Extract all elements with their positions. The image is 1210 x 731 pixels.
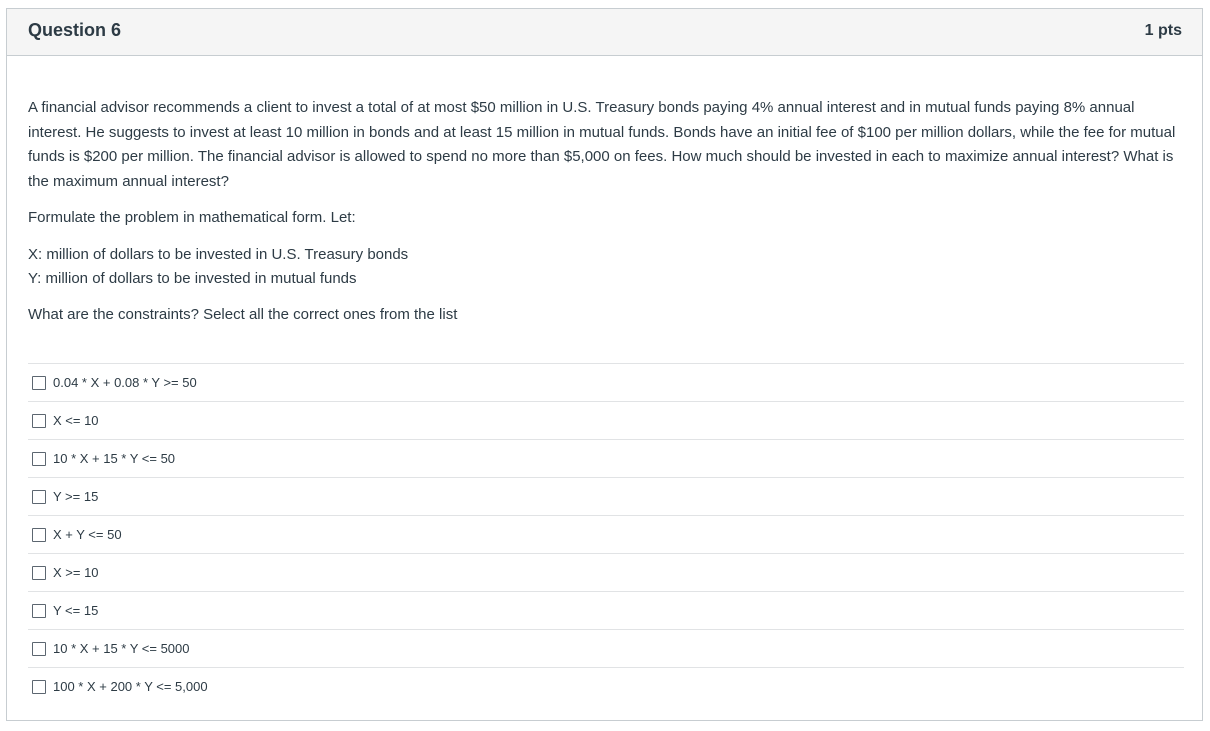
answer-label: X + Y <= 50 [53,527,122,542]
answer-list [28,363,1184,705]
answer-checkbox[interactable] [32,566,46,580]
answer-label: 100 * X + 200 * Y <= 5,000 [53,679,208,694]
question-prompt: What are the constraints? Select all the correct ones from the list [28,305,458,323]
answer-option[interactable] [28,364,1184,402]
answer-checkbox[interactable] [32,490,46,504]
answer-option[interactable] [28,478,1184,516]
answer-label: X <= 10 [53,413,99,428]
answer-label: 10 * X + 15 * Y <= 5000 [53,641,190,656]
answer-label: 0.04 * X + 0.08 * Y >= 50 [53,375,197,390]
question-points: 1 pts [1144,22,1182,39]
variable-x-definition: X: million of dollars to be invested in U.S. Treasury bonds [28,245,409,263]
question-text [28,96,1182,327]
variable-y-definition: Y: million of dollars to be invested in mutual funds [28,270,357,287]
answer-label: Y <= 15 [53,603,99,618]
answer-option[interactable] [28,440,1184,478]
variable-definitions [28,243,1182,292]
answer-label: Y >= 15 [53,489,99,504]
answer-checkbox[interactable] [32,642,46,656]
answer-option[interactable] [28,516,1184,554]
answer-checkbox[interactable] [32,680,46,694]
answer-checkbox[interactable] [32,452,46,466]
answer-checkbox[interactable] [32,414,46,428]
question-paragraph: Formulate the problem in mathematical form. Let: [28,209,356,226]
answer-label: 10 * X + 15 * Y <= 50 [53,451,176,466]
answer-option[interactable] [28,402,1184,440]
answer-checkbox[interactable] [32,528,46,542]
answer-label: X >= 10 [53,565,99,580]
question-title: Question 6 [28,20,122,40]
question-card [6,8,1203,721]
answer-option[interactable] [28,554,1184,592]
answer-checkbox[interactable] [32,604,46,618]
question-body [7,56,1202,705]
question-header [7,9,1202,56]
answer-option[interactable] [28,592,1184,630]
question-paragraph: A financial advisor recommends a client to invest a total of at most $50 million in U.S. Treasury bonds paying 4% annual interest and in mutual funds paying 8% annual interest. He suggests to invest at least 10 million in bonds and at least 15 million in mutual funds. Bonds have an initial fee of $100 per million dollars, while the fee for mutual funds is $200 per million. The financial advisor is allowed to spend no more than $5,000 on fees. How much should be invested in each to maximize annual interest? What is the maximum annual interest? [28,99,1176,190]
answer-option[interactable] [28,668,1184,705]
answer-option[interactable] [28,630,1184,668]
answer-checkbox[interactable] [32,376,46,390]
